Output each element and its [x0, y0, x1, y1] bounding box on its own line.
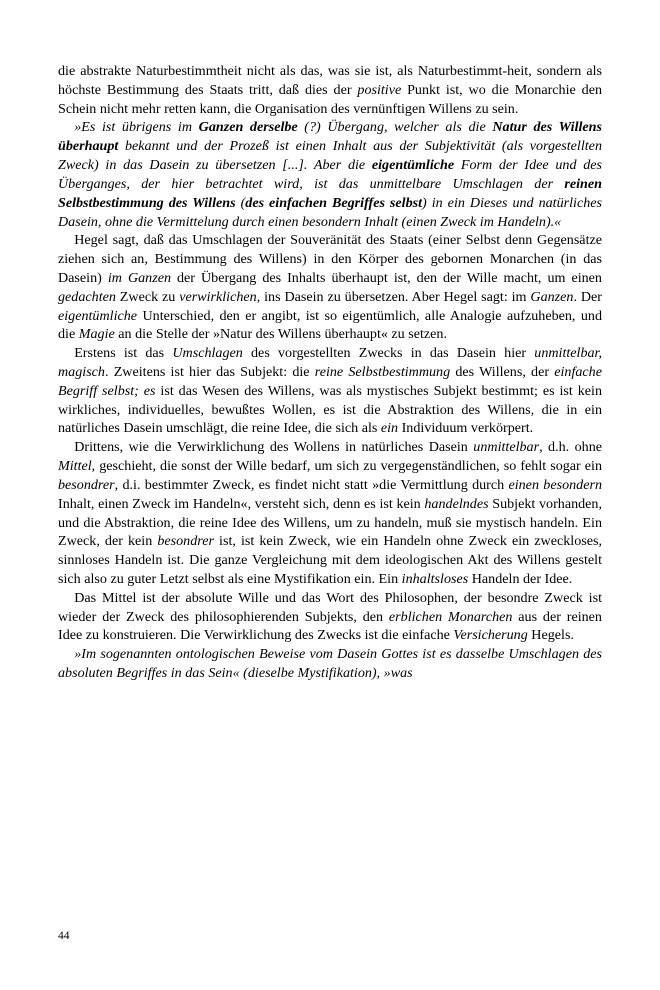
paragraph-4: Erstens ist das Umschlagen des vorgestellten Zwecks in das Dasein hier unmittelbar, magisch. Zweitens ist hier das Subjekt: die reine Selbstbestimmung des Willens, der einfache Begriff selbst; es ist das Wesen des Willens, was als mystisches Subjekt bestimmt; es ist kein wirkliches, individuelles, bewußtes Wollen, es ist die Abstraktion des Willens, die in ein natürliches Dasein umschlägt, die reine Idee, die sich als ein Individuum verkörpert.	[58, 345, 602, 437]
paragraph-7-quote: »Im sogenannten ontologischen Beweise vom Dasein Gottes ist es dasselbe Umschlagen des absoluten Begriffes in das Sein« (dieselbe Mystifikation), »was	[58, 646, 602, 681]
paragraph-3: Hegel sagt, daß das Umschlagen der Souveränität des Staats (einer Selbst denn Gegensätze ziehen sich an, Bestimmung des Willens) in den Körper des gebornen Monarchen (in das Dasein) im Ganzen der Übergang des Inhalts überhaupt ist, den der Wille macht, um einen gedachten Zweck zu verwirklichen, ins Dasein zu übersetzen. Aber Hegel sagt: im Ganzen. Der eigentümliche Unterschied, den er angibt, ist so eigentümlich, alle Analogie aufzuheben, und die Magie an die Stelle der »Natur des Willens überhaupt« zu setzen.	[58, 232, 602, 343]
paragraph-1: die abstrakte Naturbestimmtheit nicht als das, was sie ist, als Naturbestimmt-heit, sondern als höchste Bestimmung des Staats tritt, daß dies der positive Punkt ist, wo die Monarchie den Schein nicht mehr retten kann, die Organisation des vernünftigen Willens zu sein.	[58, 63, 602, 117]
paragraph-5: Drittens, wie die Verwirklichung des Wollens in natürliches Dasein unmittelbar, d.h. ohne Mittel, geschieht, die sonst der Wille bedarf, um sich zu vergegenständlichen, so fehlt sogar ein besondrer, d.i. bestimmter Zweck, es findet nicht statt »die Vermittlung durch einen besondern Inhalt, einen Zweck im Handeln«, versteht sich, denn es ist kein handelndes Subjekt vorhanden, und die Abstraktion, die reine Idee des Willens, um zu handeln, muß sie mystisch handeln. Ein Zweck, der kein besondrer ist, ist kein Zweck, wie ein Handeln ohne Zweck ein zweckloses, sinnloses Handeln ist. Die ganze Vergleichung mit dem ideologischen Akt des Willens gestelt sich also zu guter Letzt selbst als eine Mystifikation ein. Ein inhaltsloses Handeln der Idee.	[58, 439, 603, 587]
page-body	[58, 62, 602, 683]
paragraph-2-quote: »Es ist übrigens im Ganzen derselbe (?) Übergang, welcher als die Natur des Willens überhaupt bekannt und der Prozeß ist einen Inhalt aus der Subjektivität (als vorgestellten Zweck) in das Dasein zu übersetzen [...]. Aber die eigentümliche Form der Idee und des Überganges, der hier betrachtet wird, ist das unmittelbare Umschlagen der reinen Selbstbestimmung des Willens (des einfachen Begriffes selbst) in ein Dieses und natürliches Dasein, ohne die Vermittelung durch einen besondern Inhalt (einen Zweck im Handeln).«	[58, 119, 603, 230]
page-number: 44	[58, 930, 70, 942]
paragraph-6: Das Mittel ist der absolute Wille und das Wort des Philosophen, der besondre Zweck ist wieder der Zweck des philosophierenden Subjekts, den erblichen Monarchen aus der reinen Idee zu konstruieren. Die Verwirklichung des Zwecks ist die einfache Versicherung Hegels.	[58, 589, 602, 644]
